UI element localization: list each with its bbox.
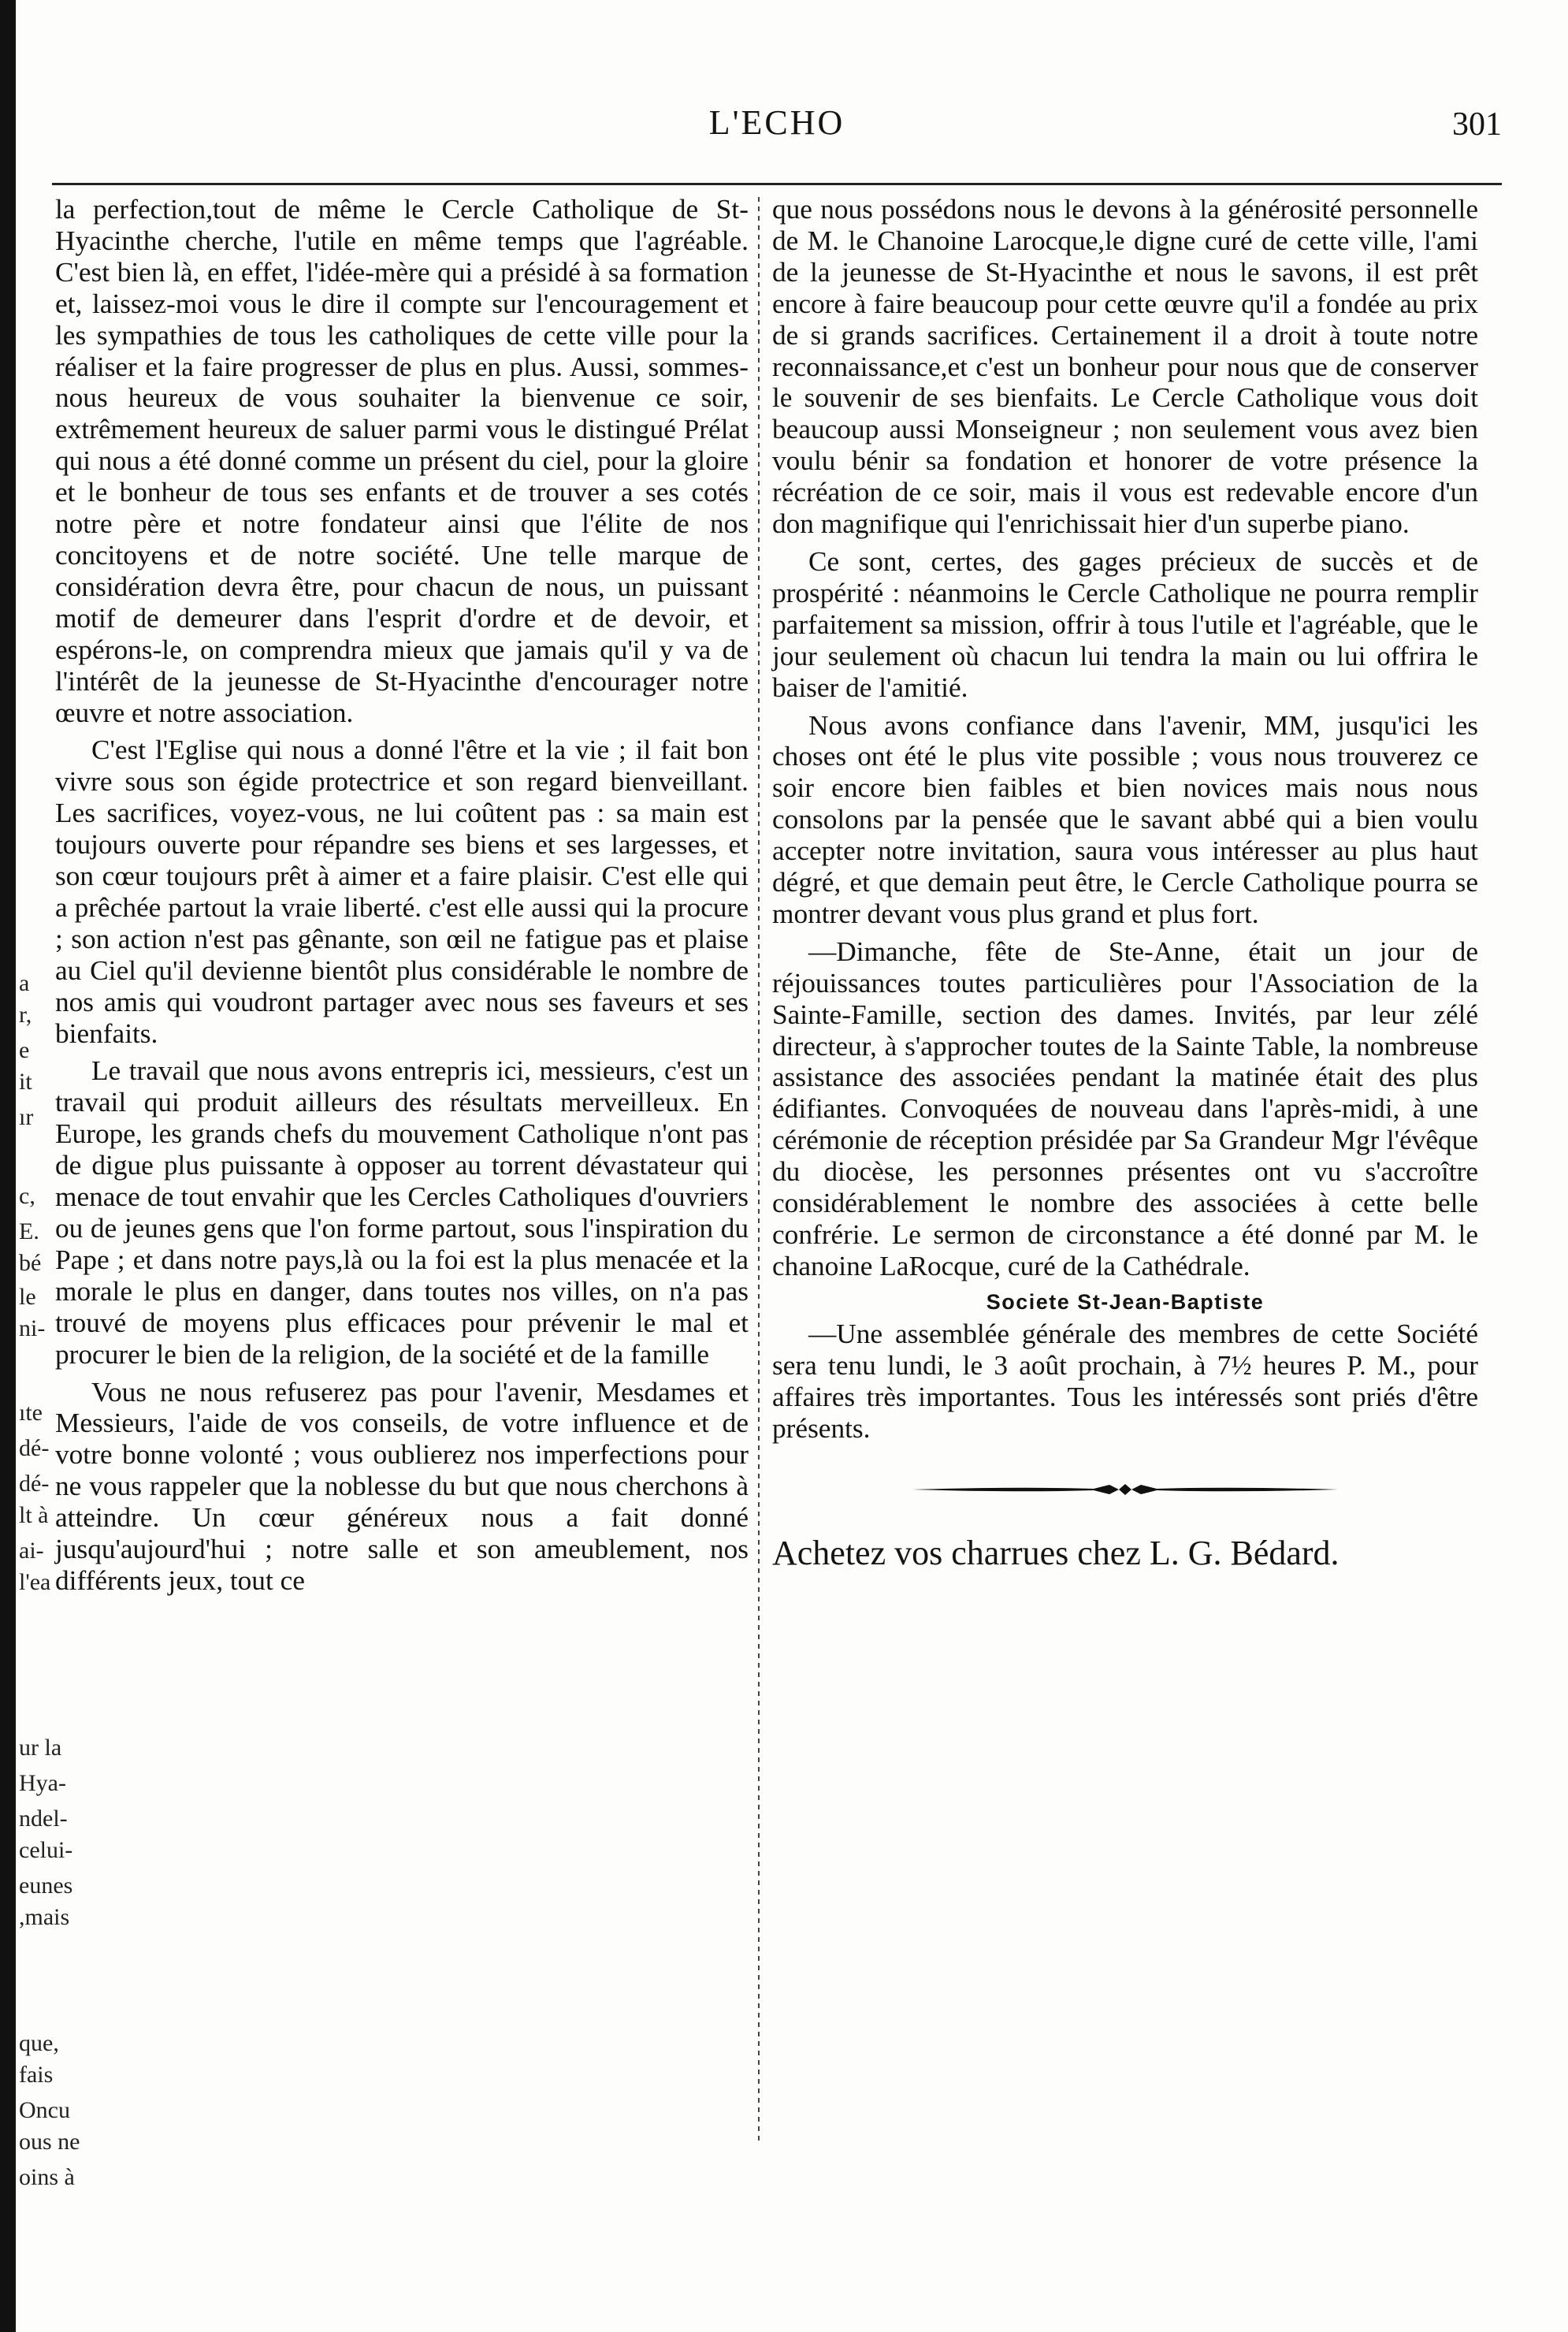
margin-fragment: e <box>19 1037 30 1063</box>
left-column <box>55 194 749 1597</box>
margin-fragment: it <box>19 1069 32 1095</box>
margin-fragment: ur la <box>19 1735 62 1761</box>
margin-fragment: ndel- <box>19 1806 68 1832</box>
right-paragraph-4: —Dimanche, fête de Ste-Anne, était un jour de réjouissances toutes particulières pour l'Association de la Sainte-Famille, section des dames. Invités, par leur zélé directeur, à s'approcher toutes de la Sainte Table, la nombreuse assistance des associées pendant la matinée était des plus édifiantes. Convoquées de nouveau dans l'après-midi, à une cérémonie de réception présidée par Sa Grandeur Mgr l'évêque du diocèse, les personnes présentes ont vu s'accroître considérablement le nombre des associées à cette belle confrérie. Le sermon de circonstance a été donné par M. le chanoine LaRocque, curé de la Cathédrale. <box>772 935 1478 1281</box>
margin-fragment: bé <box>19 1250 42 1276</box>
margin-fragment: c, <box>19 1183 35 1209</box>
advertisement: Achetez vos charrues chez L. G. Bédard. <box>772 1534 1339 1573</box>
margin-fragment: fais <box>19 2062 54 2088</box>
margin-fragment: ous ne <box>19 2129 80 2155</box>
margin-fragment: que, <box>19 2030 59 2056</box>
margin-fragment: ni- <box>19 1315 46 1341</box>
margin-fragment: le <box>19 1284 36 1310</box>
column-divider <box>758 197 760 2144</box>
margin-fragment: dé- <box>19 1435 50 1461</box>
left-paragraph-4: Vous ne nous refuserez pas pour l'avenir, Mesdames et Messieurs, l'aide de vos conseils, de votre influence et de votre bonne volonté ; vous oublierez nos imperfections pour ne vous rappeler que la noblesse du but que nous cherchons à atteindre. Un cœur généreux nous a fait donné jusqu'aujourd'hui ; notre salle et son ameublement, nos différents jeux, tout ce <box>55 1376 749 1596</box>
page-binding-edge <box>0 0 16 2332</box>
margin-fragment: ıte <box>19 1400 43 1426</box>
margin-fragment: lt à <box>19 1502 49 1528</box>
margin-fragment: ır <box>19 1104 34 1130</box>
page-header <box>52 102 1502 150</box>
margin-fragment: celui- <box>19 1837 73 1863</box>
margin-fragment: ,mais <box>19 1904 70 1930</box>
margin-fragment: Hya- <box>19 1770 66 1796</box>
margin-fragment: oins à <box>19 2164 75 2190</box>
margin-fragment: Oncu <box>19 2097 70 2123</box>
left-paragraph-2: C'est l'Eglise qui nous a donné l'être et la vie ; il fait bon vivre sous son égide protectrice et son regard bienveillant. Les sacrifices, voyez-vous, ne lui coûtent pas : sa main est toujours ouverte pour répandre ses biens et ses largesses, et son cœur toujours prêt à aimer et a faire plaisir. C'est elle qui a prêchée partout la vraie liberté. c'est elle aussi qui la procure ; son action n'est pas gênante, son œil ne fatigue pas et plaise au Ciel qu'il devienne bientôt plus considérable le nombre de nos amis qui voudront partager avec nous ses faveurs et ses bienfaits. <box>55 735 749 1049</box>
section-heading: Societe St-Jean-Baptiste <box>986 1289 1265 1314</box>
margin-fragment: a <box>19 970 30 996</box>
right-column <box>772 194 1478 1573</box>
margin-fragment: ai- <box>19 1538 44 1564</box>
margin-fragment: l'ea <box>19 1569 51 1595</box>
right-paragraph-2: Ce sont, certes, des gages précieux de succès et de prospérité : néanmoins le Cercle Catholique ne pourra remplir parfaitement sa mission, offrir à tous l'utile et l'agréable, que le jour seulement où chacun lui tendra la main ou lui offrira le baiser de l'amitié. <box>772 545 1478 703</box>
margin-fragment: eunes <box>19 1873 73 1899</box>
left-paragraph-3: Le travail que nous avons entrepris ici, messieurs, c'est un travail qui produit ailleurs des résultats merveilleux. En Europe, les grands chefs du mouvement Catholique n'ont pas de digue plus puissante à opposer au torrent dévastateur qui menace de tout envahir que les Cercles Catholiques d'ouvriers ou de jeunes gens que l'on forme partout, sous l'inspiration du Pape ; et dans notre pays,là ou la foi est la plus menacée et la morale le plus en danger, dans toutes nos villes, on n'a pas trouvé de moyens plus efficaces pour prévenir le mal et procurer le bien de la religion, de la société et de la famille <box>55 1055 749 1370</box>
margin-fragment: r, <box>19 1002 32 1028</box>
section-paragraph: —Une assemblée générale des membres de cette Société sera tenu lundi, le 3 août prochain, à 7½ heures P. M., pour affaires très importantes. Tous les intéressés sont priés d'être présents. <box>772 1318 1478 1444</box>
right-paragraph-1: que nous possédons nous le devons à la générosité personnelle de M. le Chanoine Larocque,le digne curé de cette ville, l'ami de la jeunesse de St-Hyacinthe et nous le savons, il est prêt encore à faire beaucoup pour cette œuvre qu'il a fondée au prix de si grands sacrifices. Certainement il a droit à toute notre reconnaissance,et c'est un bonheur pour nous que de conserver le souvenir de ses bienfaits. Le Cercle Catholique vous doit beaucoup aussi Monseigneur ; non seulement vous avez bien voulu bénir sa fondation et honorer de votre présence la récréation de ce soir, mais il vous est redevable encore d'un don magnifique qui l'enrichissait hier d'un superbe piano. <box>772 194 1478 540</box>
ornament-graphic <box>912 1482 1338 1497</box>
left-paragraph-1: la perfection,tout de même le Cercle Catholique de St-Hyacinthe cherche, l'utile en même temps que l'agréable. C'est bien là, en effet, l'idée-mère qui a présidé à sa formation et, laissez-moi vous le dire il compte sur l'encouragement et les sympathies de tous les catholiques de cette ville pour la réaliser et la faire progresser de plus en plus. Aussi, sommes-nous heureux de vous souhaiter la bienvenue ce soir, extrêmement heureux de saluer parmi vous le distingué Prélat qui nous a été donné comme un présent du ciel, pour la gloire et le bonheur de tous ses enfants et de trouver a ses cotés notre père et notre fondateur ainsi que l'élite de nos concitoyens et de notre société. Une telle marque de considération devra être, pour chacun de nous, un puissant motif de demeurer dans l'esprit d'ordre et de devoir, et espérons-le, on comprendra mieux que jamais qu'il y va de l'intérêt de la jeunesse de St-Hyacinthe d'encourager notre œuvre et notre association. <box>55 194 749 728</box>
margin-fragment: dé- <box>19 1471 50 1497</box>
ornamental-rule <box>912 1482 1338 1497</box>
margin-fragment: E. <box>19 1218 39 1244</box>
page-number: 301 <box>1452 106 1502 143</box>
right-paragraph-3: Nous avons confiance dans l'avenir, MM, jusqu'ici les choses ont été le plus vite possible ; vous nous trouverez ce soir encore bien faibles et bien novices mais nous nous consolons par la pensée que le savant abbé qui a bien voulu accepter notre invitation, saura vous intéresser au plus haut dégré, et que demain peut être, le Cercle Catholique pourra se montrer devant vous plus grand et plus fort. <box>772 709 1478 929</box>
running-title: L'ECHO <box>708 103 845 142</box>
header-rule <box>52 183 1502 185</box>
